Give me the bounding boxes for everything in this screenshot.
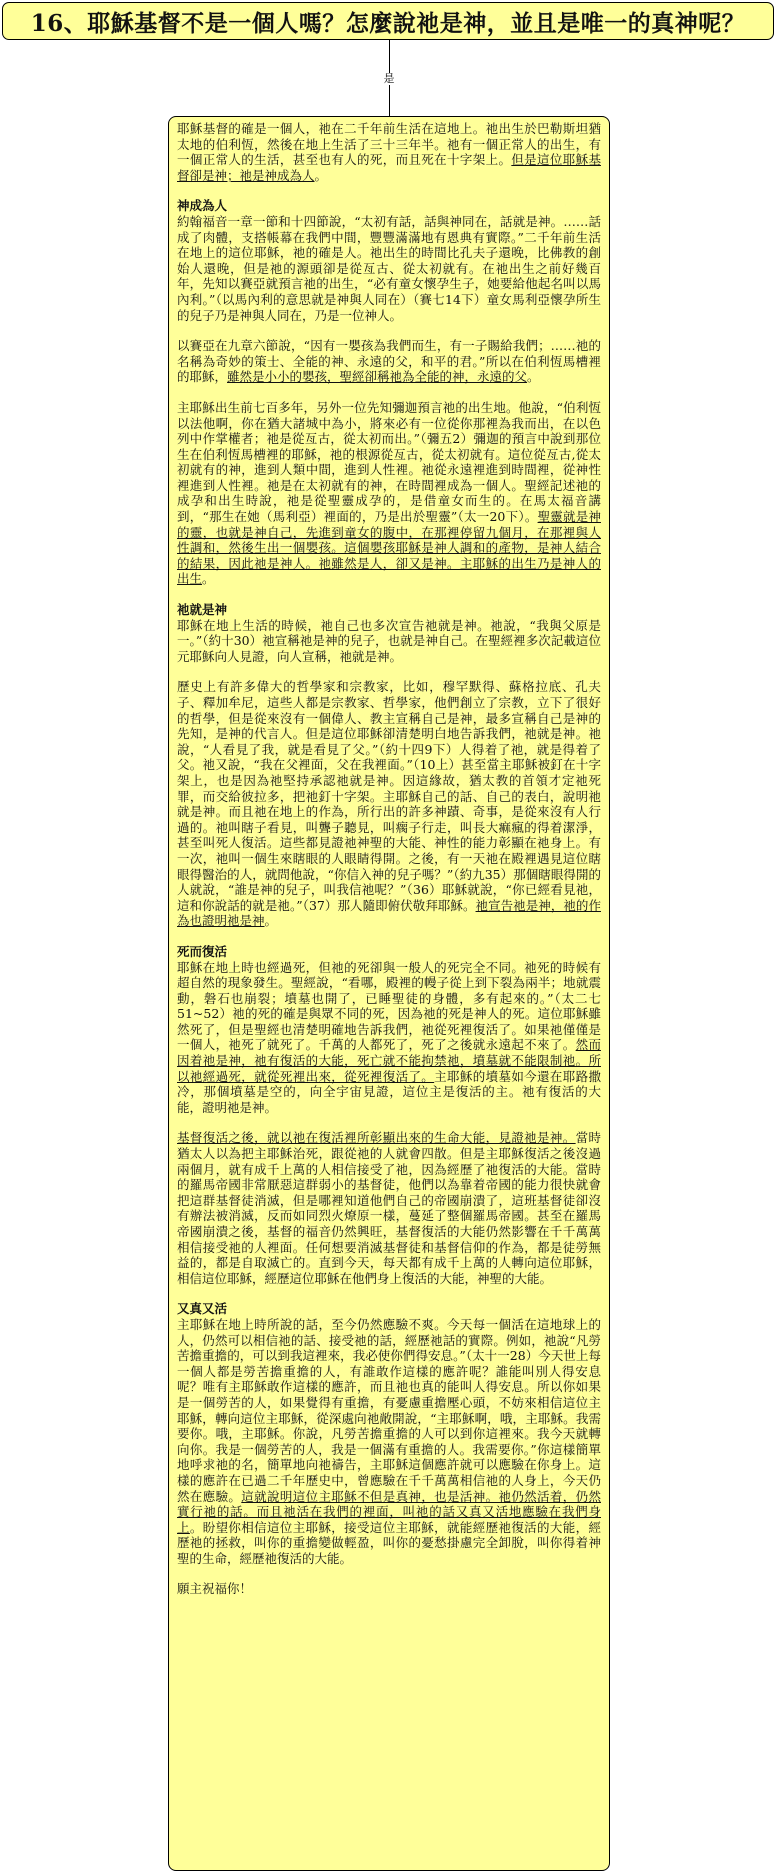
section-heading: 祂就是神 (177, 602, 228, 618)
answer-section (177, 1581, 601, 1597)
underlined-emphasis: 聖靈就是神的靈，也就是神自己，先進到童女的腹中，在那裡停留九個月，在那裡與人性調和，然後生出一個嬰孩。這個嬰孩耶穌是神人調和的產物，是神人結合的結果，因此祂是神人。祂雖然是人，卻又是神。主耶穌的出生乃是神人的出生 (177, 509, 601, 587)
text-run: 。盼望你相信這位主耶穌，接受這位主耶穌，就能經歷祂復活的大能，經歷祂的拯救，叫你的重擔變做輕盈，叫你的憂愁掛慮完全卸脫，叫你得着神聖的生命，經歷祂復活的大能。 (177, 1519, 601, 1566)
underlined-emphasis: 雖然是小小的嬰孩，聖經卻稱祂為全能的神，永遠的父 (227, 369, 528, 385)
text-run: 歷史上有許多偉大的哲學家和宗教家，比如，穆罕默得、蘇格拉底、孔夫子、釋加牟尼，這些人都是宗教家、哲學家，他們創立了宗教，立下了很好的哲學，但是從來沒有一個偉人、教主宣稱自己是神，最多宣稱自己是神的先知，是神的代言人。但是這位耶穌卻清楚明白地告訴我們，祂就是神。祂說，“人看見了我，就是看見了父。”（約十四9下）人得着了祂，就是得着了父。祂又說，“我在父裡面，父在我裡面。”（10上）甚至當主耶穌被釘在十字架上，也是因為祂堅持承認祂就是神。因這緣故，猶太教的首領才定祂死罪，而交給彼拉多，把祂釘十字架。主耶穌自己的話、自己的表白，說明祂就是神。而且祂在地上的作為，所行出的許多神蹟、奇事，是從來沒有人行過的。祂叫瞎子看見，叫聾子聽見，叫瘸子行走，叫長大痲瘋的得着潔淨，甚至叫死人復活。這些都見證祂神聖的大能、神性的能力彰顯在祂身上。有一次，祂叫一個生來瞎眼的人眼睛得開。之後，有一天祂在殿裡遇見這位瞎眼得醫治的人，就問他說，“你信入神的兒子嗎？”（約九35）那個瞎眼得開的人就說，“誰是神的兒子，叫我信祂呢？”（36）耶穌就說，“你已經看見祂，這和你說話的就是祂。”（37）那人隨即俯伏敬拜耶穌。 (177, 679, 601, 913)
answer-section (177, 198, 601, 323)
section-heading: 死而復活 (177, 943, 228, 959)
underlined-emphasis: 但是這位耶穌基督卻是神；祂是神成為人 (177, 152, 601, 183)
text-run: 以賽亞在九章六節說，“因有一嬰孩為我們而生，有一子賜給我們；……祂的名稱為奇妙的策士、全能的神、永遠的父，和平的君。”所以在伯利恆馬槽裡的耶穌， (177, 338, 601, 385)
answer-section (177, 338, 601, 385)
answer-section (177, 400, 601, 587)
answer-node (168, 116, 610, 1871)
text-run: 願主祝福你！ (177, 1581, 253, 1597)
section-paragraph (177, 214, 601, 323)
answer-section (177, 1130, 601, 1286)
text-run: 當時猶太人以為把主耶穌治死，跟從祂的人就會四散。但是主耶穌復活之後沒過兩個月，就有成千上萬的人相信接受了祂，因為經歷了祂復活的大能。當時的羅馬帝國非常厭惡這群弱小的基督徒，他們以為靠着帝國的能力很快就會把這群基督徒消滅，但是哪裡知道他們自己的帝國崩潰了，這班基督徒卻沒有辦法被消滅，反而如同烈火燎原一樣，蔓延了整個羅馬帝國。甚至在羅馬帝國崩潰之後，基督的福音仍然興旺，基督復活的大能仍然影響在千千萬萬相信接受祂的人裡面。任何想要消滅基督徒和基督信仰的作為，都是徒勞無益的，都是自取滅亡的。直到今天，每天都有成千上萬的人轉向這位耶穌，相信這位耶穌，經歷這位耶穌在他們身上復活的大能，神聖的大能。 (177, 1130, 601, 1286)
section-paragraph (177, 618, 601, 665)
section-paragraph (177, 121, 601, 183)
text-run: 主耶穌在地上時所說的話，至今仍然應驗不爽。今天每一個活在這地球上的人，仍然可以相信祂的話、接受祂的話，經歷祂話的實際。例如，祂說“凡勞苦擔重擔的，可以到我這裡來，我必使你們得安息。”（太十一28）今天世上每一個人都是勞苦擔重擔的人，有誰敢作這樣的應許呢？誰能叫別人得安息呢？唯有主耶穌敢作這樣的應許，而且祂也真的能叫人得安息。所以你如果是一個勞苦的人，如果覺得有重擔，有憂慮重擔壓心頭，不妨來相信這位主耶穌，轉向這位主耶穌，從深處向祂敞開說，“主耶穌啊，哦，主耶穌。我需要你。哦，主耶穌。你說，凡勞苦擔重擔的人可以到你這裡來。我今天就轉向你。我是一個勞苦的人，我是一個滿有重擔的人。我需要你。”你這樣簡單地呼求祂的名，簡單地向祂禱告，主耶穌這個應許就可以應驗在你身上。這樣的應許在已過二千年歷史中，曾應驗在千千萬萬相信祂的人身上，今天仍然在應驗。 (177, 1316, 601, 1504)
text-run: 。 (202, 571, 215, 587)
question-title-node (2, 2, 774, 40)
underlined-emphasis: 基督復活之後，就以祂在復活裡所彰顯出來的生命大能，見證祂是神。 (177, 1130, 576, 1146)
answer-section (177, 602, 601, 664)
underlined-emphasis: 這就說明這位主耶穌不但是真神，也是活神。祂仍然活着，仍然實行祂的話。而且祂活在我們的裡面，叫祂的話又真又活地應驗在我們身上 (177, 1488, 601, 1535)
underlined-emphasis: 然而因着祂是神，祂有復活的大能，死亡就不能拘禁祂，墳墓就不能限制祂。所以祂經過死，就從死裡出來，從死裡復活了。 (177, 1037, 601, 1084)
text-run: 耶穌在地上時也經過死，但祂的死卻與一般人的死完全不同。祂死的時候有超自然的現象發生。聖經說，“看哪，殿裡的幔子從上到下裂為兩半；地就震動，磐石也崩裂；墳墓也開了，已睡聖徒的身體，多有起來的。”（太二七51~52）祂的死的確是與眾不同的死，因為祂的死是神人的死。這位耶穌雖然死了，但是聖經也清楚明確地告訴我們，祂從死裡復活了。如果祂僅僅是一個人，祂死了就死了。千萬的人都死了，死了之後就永遠起不來了。 (177, 959, 601, 1053)
text-run: 耶穌基督的確是一個人，祂在二千年前生活在這地上。祂出生於巴勒斯坦猶太地的伯利恆，然後在地上生活了三十三年半。祂有一個正常人的出生，有一個正常人的生活，甚至也有人的死，而且死在十字架上。 (177, 121, 601, 168)
answer-section (177, 1301, 601, 1566)
text-run: 主耶穌出生前七百多年，另外一位先知彌迦預言祂的出生地。他說，“伯利恆以法他啊，你在猶大諸城中為小，將來必有一位從你那裡為我而出，在以色列中作掌權者；祂是從亙古，從太初而出。”（彌五2）彌迦的預言中說到那位生在伯利恆馬槽裡的耶穌，祂的根源從亙古，從太初就有。這位從亙古,從太初就有的神，進到人類中間，進到人性裡。祂從永遠裡進到時間裡，從神性裡進到人性裡。祂是在太初就有的神，在時間裡成為一個人。聖經記述祂的成孕和出生時說，祂是從聖靈成孕的，是借童女而生的。在馬太福音講到，“那生在她（馬利亞）裡面的，乃是出於聖靈”（太一20下）。 (177, 399, 601, 525)
question-title: 16、耶穌基督不是一個人嗎？怎麼說祂是神，並且是唯一的真神呢？ (30, 9, 746, 37)
section-heading: 又真又活 (177, 1301, 228, 1317)
section-paragraph (177, 960, 601, 1116)
text-run: 。 (314, 167, 328, 183)
text-run: 耶穌在地上生活的時候，祂自己也多次宣告祂就是神。祂說，“我與父原是一。”（約十30）祂宣稱祂是神的兒子，也就是神自己。在聖經裡多次記載這位元耶穌向人見證，向人宣稱，祂就是神。 (177, 617, 601, 664)
text-run: 主耶穌的墳墓如今還在耶路撒冷，那個墳墓是空的，向全宇宙見證，這位主是復活的主。祂有復活的大能，證明祂是神。 (177, 1068, 601, 1115)
underlined-emphasis: 祂宣告祂是神，祂的作為也證明祂是神 (177, 897, 601, 929)
section-heading: 神成為人 (177, 198, 228, 214)
text-run: 。 (264, 913, 278, 929)
answer-section (177, 944, 601, 1116)
text-run: 約翰福音一章一節和十四節說，“太初有話，話與神同在，話就是神。……話成了肉體，支搭帳幕在我們中間，豐豐滿滿地有恩典有實際。”二千年前生活在地上的這位耶穌，祂的確是人。祂出生的時間比孔夫子還晚，比佛教的創始人還晚，但是祂的源頭卻是從亙古、從太初就有。在祂出生之前好幾百年，先知以賽亞就預言祂的出生，“必有童女懷孕生子，她要給他起名叫以馬內利。”（以馬內利的意思就是神與人同在）（賽七14下）童女馬利亞懷孕所生的兒子乃是神與人同在，乃是一位神人。 (177, 213, 601, 323)
answer-section (177, 679, 601, 929)
text-run: 。 (527, 369, 540, 385)
section-paragraph (177, 1317, 601, 1567)
edge-label: 是 (381, 73, 397, 85)
answer-section (177, 121, 601, 183)
